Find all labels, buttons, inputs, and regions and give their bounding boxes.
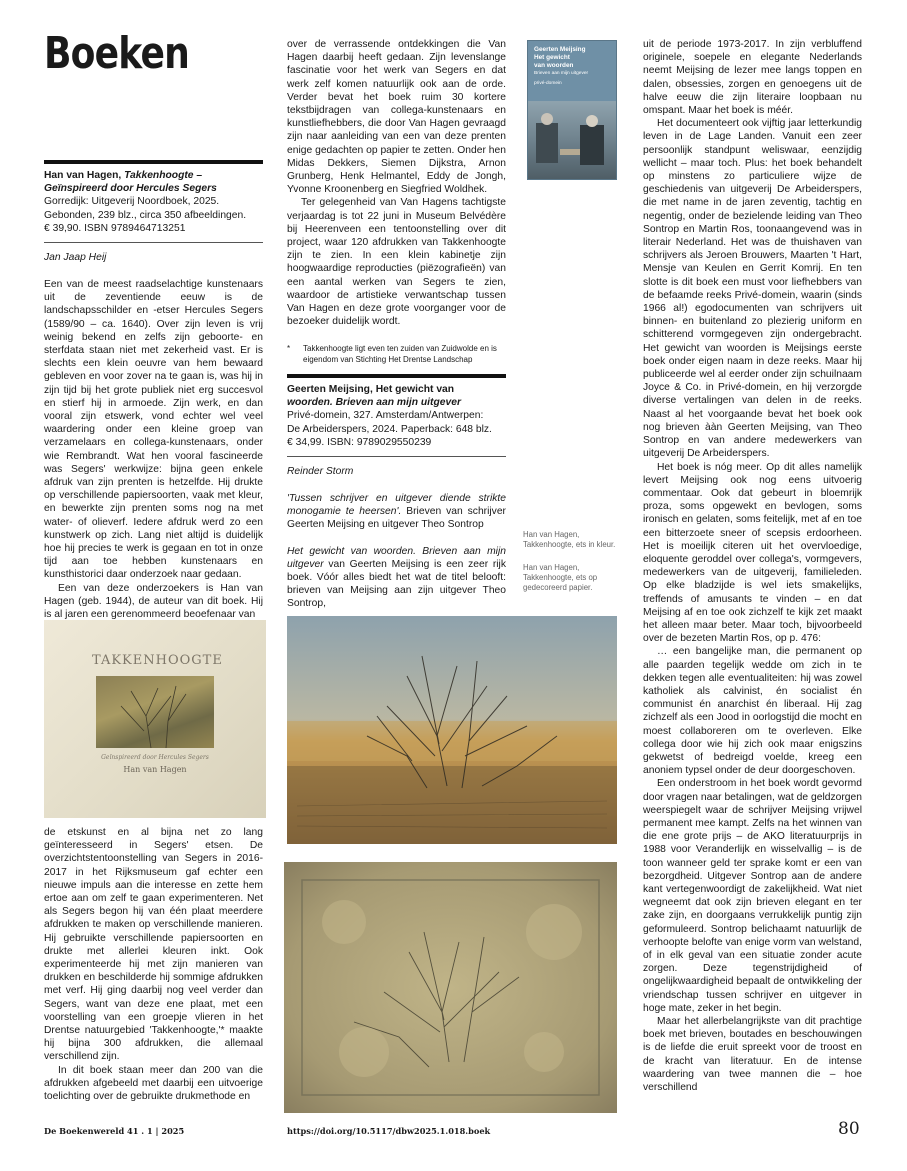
section-title: Boeken — [44, 28, 190, 79]
article-column-2-review2 — [287, 492, 506, 611]
etching-takkenhoogte-color — [287, 616, 617, 844]
book-title: Het gewicht van woorden. Brieven aan mijn uitgever — [287, 545, 506, 570]
intro-text: Brieven van schrijver Geerten Meijsing en uitgever Theo Sontrop — [287, 506, 506, 531]
bibliography-takkenhoogte — [44, 169, 269, 235]
cover-title-line1: Het gewicht — [534, 54, 570, 61]
paragraph: Een van de meest raadselachtige kunstenaars uit de zeventiende eeuw is de landschapsschilder en -etser Hercules Segers (1589/90 – ca. 1640). Over zijn leven is vrij weinig bekend en zelfs zijn geboorte- en sterfdata staan niet met zekerheid vast. Er is slechts een klein oeuvre van hem bewaard gebleven en voor zover na te gaan is, was hij in zijn tijd bij het grote publiek niet erg succesvol en stierf hij in armoede. Zijn werk, en dan vooral zijn etswerk, vond echter wel veel waardering onder een kleine groep van verzamelaars en collega-kunstenaars, onder wie Rembrandt. Wat hen vooral fascineerde was Segers' werkwijze: bijna geen enkele afdruk van zijn prenten is hetzelfde. Hij drukte op verschillende papiersoorten, vaak met kleur, en bewerkte zijn prenten soms nog na met water- of olieverf. Iedere afdruk werd zo een kunstwerk op zich. Lang niet altijd is duidelijk hoe hij precies te werk is gegaan en tot in onze tijd aan toe hebben kunstenaars en kunsthistorici daar onderzoek naar gedaan. — [44, 279, 263, 581]
reviewer-name: Reinder Storm — [287, 466, 354, 477]
reviewer-name: Jan Jaap Heij — [44, 252, 107, 263]
paragraph: Een onderstroom in het boek wordt gevormd door vragen naar betalingen, wat de geldzorgen weerspiegelt waar de schrijver Meijsing vrijwel permanent mee kampt. Zelfs na het winnen van die ene grote prijs – de AKO literatuurprijs in 1988 voor Veranderlijk en wisselvallig – is de toon wanneer geld ter sprake komt er een van bezorgdheid. Uitgever Sontrop aan de andere kant vertegenwoordigt de zakelijkheid. Wat niet wegneemt dat ook zijn brieven elegant en ter zake zijn, en doorgaans verrukkelijk puntig zijn geformuleerd. Sontrop belichaamt natuurlijk de verhoopte belofte van enige vorm van welstand, of in elk geval van een situatie zonder acute zorgen. Deze tegenstrijdigheid of ongelijkwaardigheid bepaalt de ontwikkeling der vriendschap tussen schrijver en uitgever in hoge mate, zeker in het begin. — [643, 778, 862, 1014]
footer-journal: De Boekenwereld 41 . 1 | 2025 — [44, 1126, 185, 1136]
bib-publisher: Gorredijk: Uitgeverij Noordboek, 2025. — [44, 196, 220, 208]
cover-photo — [528, 101, 616, 179]
cover-artwork — [96, 676, 214, 748]
paragraph: Het boek is nóg meer. Op dit alles namelijk levert Meijsing ook nog eens uitvoerig commentaar. Ook dat gebeurt in bloemrijk proza, soms opgewekt en bevlogen, soms ironisch en gelaten, soms feitelijk, met af en toe een bitterzoete sneer of scepsis erdoorheen. Het is moeilijk citeren uit het overvloedige, eloquente geroddel over collega's, vormgevers, medewerkers van de uitgeverij, familieleden. Op elke bladzijde is wel iets smakelijks, treffends of amusants te vinden – en dat Meijsing af en toe ook zichzelf te kijk zet maakt het alleen maar beter. Maar toch, bijvoorbeeld over de bezeten Martin Ros, op p. 476: — [643, 461, 862, 645]
bib-subtitle: woorden. Brieven aan mijn uitgever — [287, 397, 461, 409]
divider — [287, 456, 506, 457]
bib-format: De Arbeiderspers, 2024. Paperback: 648 blz. — [287, 423, 492, 435]
divider — [44, 242, 263, 243]
article-column-1-continued — [44, 826, 263, 1103]
article-column-2 — [287, 38, 506, 328]
article-column-1 — [44, 278, 263, 621]
book-cover-het-gewicht-van-woorden — [527, 40, 617, 180]
cover-title-line2: van woorden — [534, 62, 574, 69]
paragraph: Maar het allerbelangrijkste van dit prachtige boek met brieven, boutades en beschouwingen is de liefde die eruit spreekt voor de troost en de kracht van literatuur. En de intense waardering van twee mannen die – hoe verschillend — [643, 1016, 862, 1094]
cover-title: TAKKENHOOGTE — [92, 653, 223, 668]
cover-photo-figures — [528, 101, 616, 179]
footnote-mark: * — [287, 344, 291, 353]
paragraph: Een van deze onderzoekers is Han van Hagen (geb. 1944), de auteur van dit boek. Hij is al jaren een gerenommeerd beoefenaar van — [44, 582, 263, 621]
paragraph: In dit boek staan meer dan 200 van die afdrukken afgebeeld met daarbij een uitvoerige toelichting over de gebruikte drukmethode en — [44, 1064, 263, 1103]
cover-series: privé-domein — [534, 81, 562, 86]
paragraph — [287, 492, 506, 532]
header-rule — [287, 374, 506, 378]
bibliography-meijsing — [287, 383, 509, 449]
article-column-4 — [643, 38, 862, 1094]
caption-print-2: Han van Hagen, Takkenhoogte, ets op gedecoreerd papier. — [523, 563, 598, 592]
etching-1-artwork — [287, 616, 617, 844]
paragraph-text: van Geerten Meijsing is een zeer rijk boek. Vóór alles biedt het wat de titel belooft: brieven van Meijsing aan zijn uitgever Theo Sontrop, — [287, 558, 506, 610]
paragraph: Ter gelegenheid van Van Hagens tachtigste verjaardag is tot 22 juni in Museum Belvédère bij Heerenveen een tentoonstelling over dit project, waar 120 afdrukken van Takkenhoogte zijn te zien. In een klein kabinetje zijn hoogwaardige reproducties (piëzografieën) van een aantal werken van Segers te zien, waardoor de artistieke verwantschap tussen Van Hagen en deze grote voorganger voor de bezoeker duidelijk wordt. — [287, 197, 506, 328]
bib-author-title: Geerten Meijsing, Het gewicht van — [287, 384, 455, 395]
bib-title: Takkenhoogte – — [124, 170, 203, 181]
block-quote: … een bangelijke man, die permanent op alle paarden tegelijk wedde om zich in te dekken tegen alle eventualiteiten: hij was zowel katholiek als calvinist, én socialist én communist én anarchist én liberaal. Hij zag zichzelf als een Jood in oorlogstijd die mocht en moest collaboreren om te overleven. Elke collega door wie hij zich ook maar enigszins gekwetst of bedreigd voelde, kreeg een anoniem typsel onder de deur doorgeschoven. — [643, 646, 862, 777]
cover-subtitle: Brieven aan mijn uitgever — [534, 71, 589, 76]
artwork-branches — [96, 676, 214, 748]
bib-price: € 34,99. ISBN: 9789029550239 — [287, 436, 432, 448]
bib-author: Han van Hagen, — [44, 170, 125, 181]
cover-subtitle: Geïnspireerd door Hercules Segers — [101, 754, 209, 761]
bib-price: € 39,90. ISBN 9789464713251 — [44, 222, 186, 234]
bib-subtitle: Geïnspireerd door Hercules Segers — [44, 183, 217, 195]
footnote: Takkenhoogte ligt even ten zuiden van Zuidwolde en is eigendom van Stichting Het Drentse Landschap — [303, 344, 497, 364]
paragraph: over de verrassende ontdekkingen die Van Hagen daarbij heeft gedaan. Zijn levenslange fascinatie voor het werk van Segers en dat werk zelf komen natuurlijk ook aan de orde. Verder bevat het boek ruim 30 kortere tekstbijdragen van collega-kunstenaars en kunstliefhebbers, die door Van Hagen gevraagd zijn naar aanleiding van een van deze prenten enige gedachten op papier te zetten. Onder hen Midas Dekkers, Siemen Dijkstra, Arnon Grunberg, Henk Helmantel, Eddy de Jongh, Yvonne Kroonenberg en Siegfried Woldhek. — [287, 39, 506, 196]
etching-takkenhoogte-decorated-paper — [284, 862, 617, 1113]
intro-quote: 'Tussen schrijver en uitgever diende strikte monogamie te heersen'. — [287, 493, 506, 518]
paragraph: Het documenteert ook vijftig jaar letterkundig leven in de Lage Landen. Vanuit een zeer persoonlijk standpunt weliswaar, eenzijdig wellicht – maar toch. Plus: het boek behandelt op minstens zo particuliere wijze de geschiedenis van uitgeverij De Arbeiderspers, die met name in de jaren zeventig, tachtig en negentig, onder de bezielende leiding van Theo Sontrop en Martin Ros, toonaangevend was in literair Nederland. Het was de thuishaven van schrijvers als Jeroen Brouwers, Maarten 't Hart, Mensje van Keulen en Gerrit Komrij. En ten slotte is dit boek een must voor liefhebbers van de befaamde reeks Privé-domein, waarin (sinds 1966 al!) egodocumenten van schrijvers uit binnen- en buitenland zo plezierig uniform en schitterend vormgegeven zijn ondergebracht. Het gewicht van woorden is Meijsings eerste boek onder eigen naam in deze reeks. Maar hij publiceerde wel al eerder onder zijn schuilnaam Joyce & Co. in Privé-domein, en hij verzorgde diverse vertalingen van delen in de reeks. Naast al het voorgaande bevat het boek ook nog brieven ààn Geerten Meijsing, van Theo Sontrop en van andere medewerkers van uitgeverij De Arbeiderspers. — [643, 118, 862, 460]
book-cover-takkenhoogte — [44, 620, 266, 818]
etching-2-artwork — [284, 862, 617, 1113]
bib-publisher: Privé-domein, 327. Amsterdam/Antwerpen: — [287, 410, 484, 422]
paragraph: uit de periode 1973-2017. In zijn verbluffend originele, soepele en elegante Nederlands neemt Meijsing de lezer mee langs toppen en dalen, obsessies, zorgen en genoegens uit de halve eeuw die zijn literaire loopbaan nu omspant. Maar het boek is méér. — [643, 39, 862, 117]
paragraph: de etskunst en al bijna net zo lang geïnteresseerd in Segers' etsen. De overzichtstentoonstelling van Segers in 2016-2017 in het Rijksmuseum gaf echter een nieuwe impuls aan die interesse en zette hem ertoe aan om zelf te gaan experimenteren. Net als Segers begon hij van één plaat meerdere afdrukken te maken op verschillende manieren. Hij gebruikte verschillende papiersoorten en drukte met allerlei kleuren inkt. Ook experimenteerde hij met zijn manieren van drukken en beschilderde hij sommige afdrukken met verf. Hij ging daarbij nog veel verder dan Segers, want van deze ene plaat, met een voorstelling van een groepje vlieren in het Drentse natuurgebied 'Takkenhoogte,'* maakte hij bijna 300 afdrukken, die allemaal verschillend zijn. — [44, 827, 263, 1063]
paragraph — [287, 545, 506, 611]
footer-doi[interactable]: https://doi.org/10.5117/dbw2025.1.018.boek — [287, 1126, 491, 1136]
caption-print-1: Han van Hagen, Takkenhoogte, ets in kleur. — [523, 530, 616, 549]
cover-author: Geerten Meijsing — [534, 46, 586, 53]
page-number: 80 — [838, 1119, 860, 1139]
header-rule — [44, 160, 263, 164]
cover-author: Han van Hagen — [123, 765, 187, 774]
bib-format: Gebonden, 239 blz., circa 350 afbeeldingen. — [44, 209, 247, 221]
